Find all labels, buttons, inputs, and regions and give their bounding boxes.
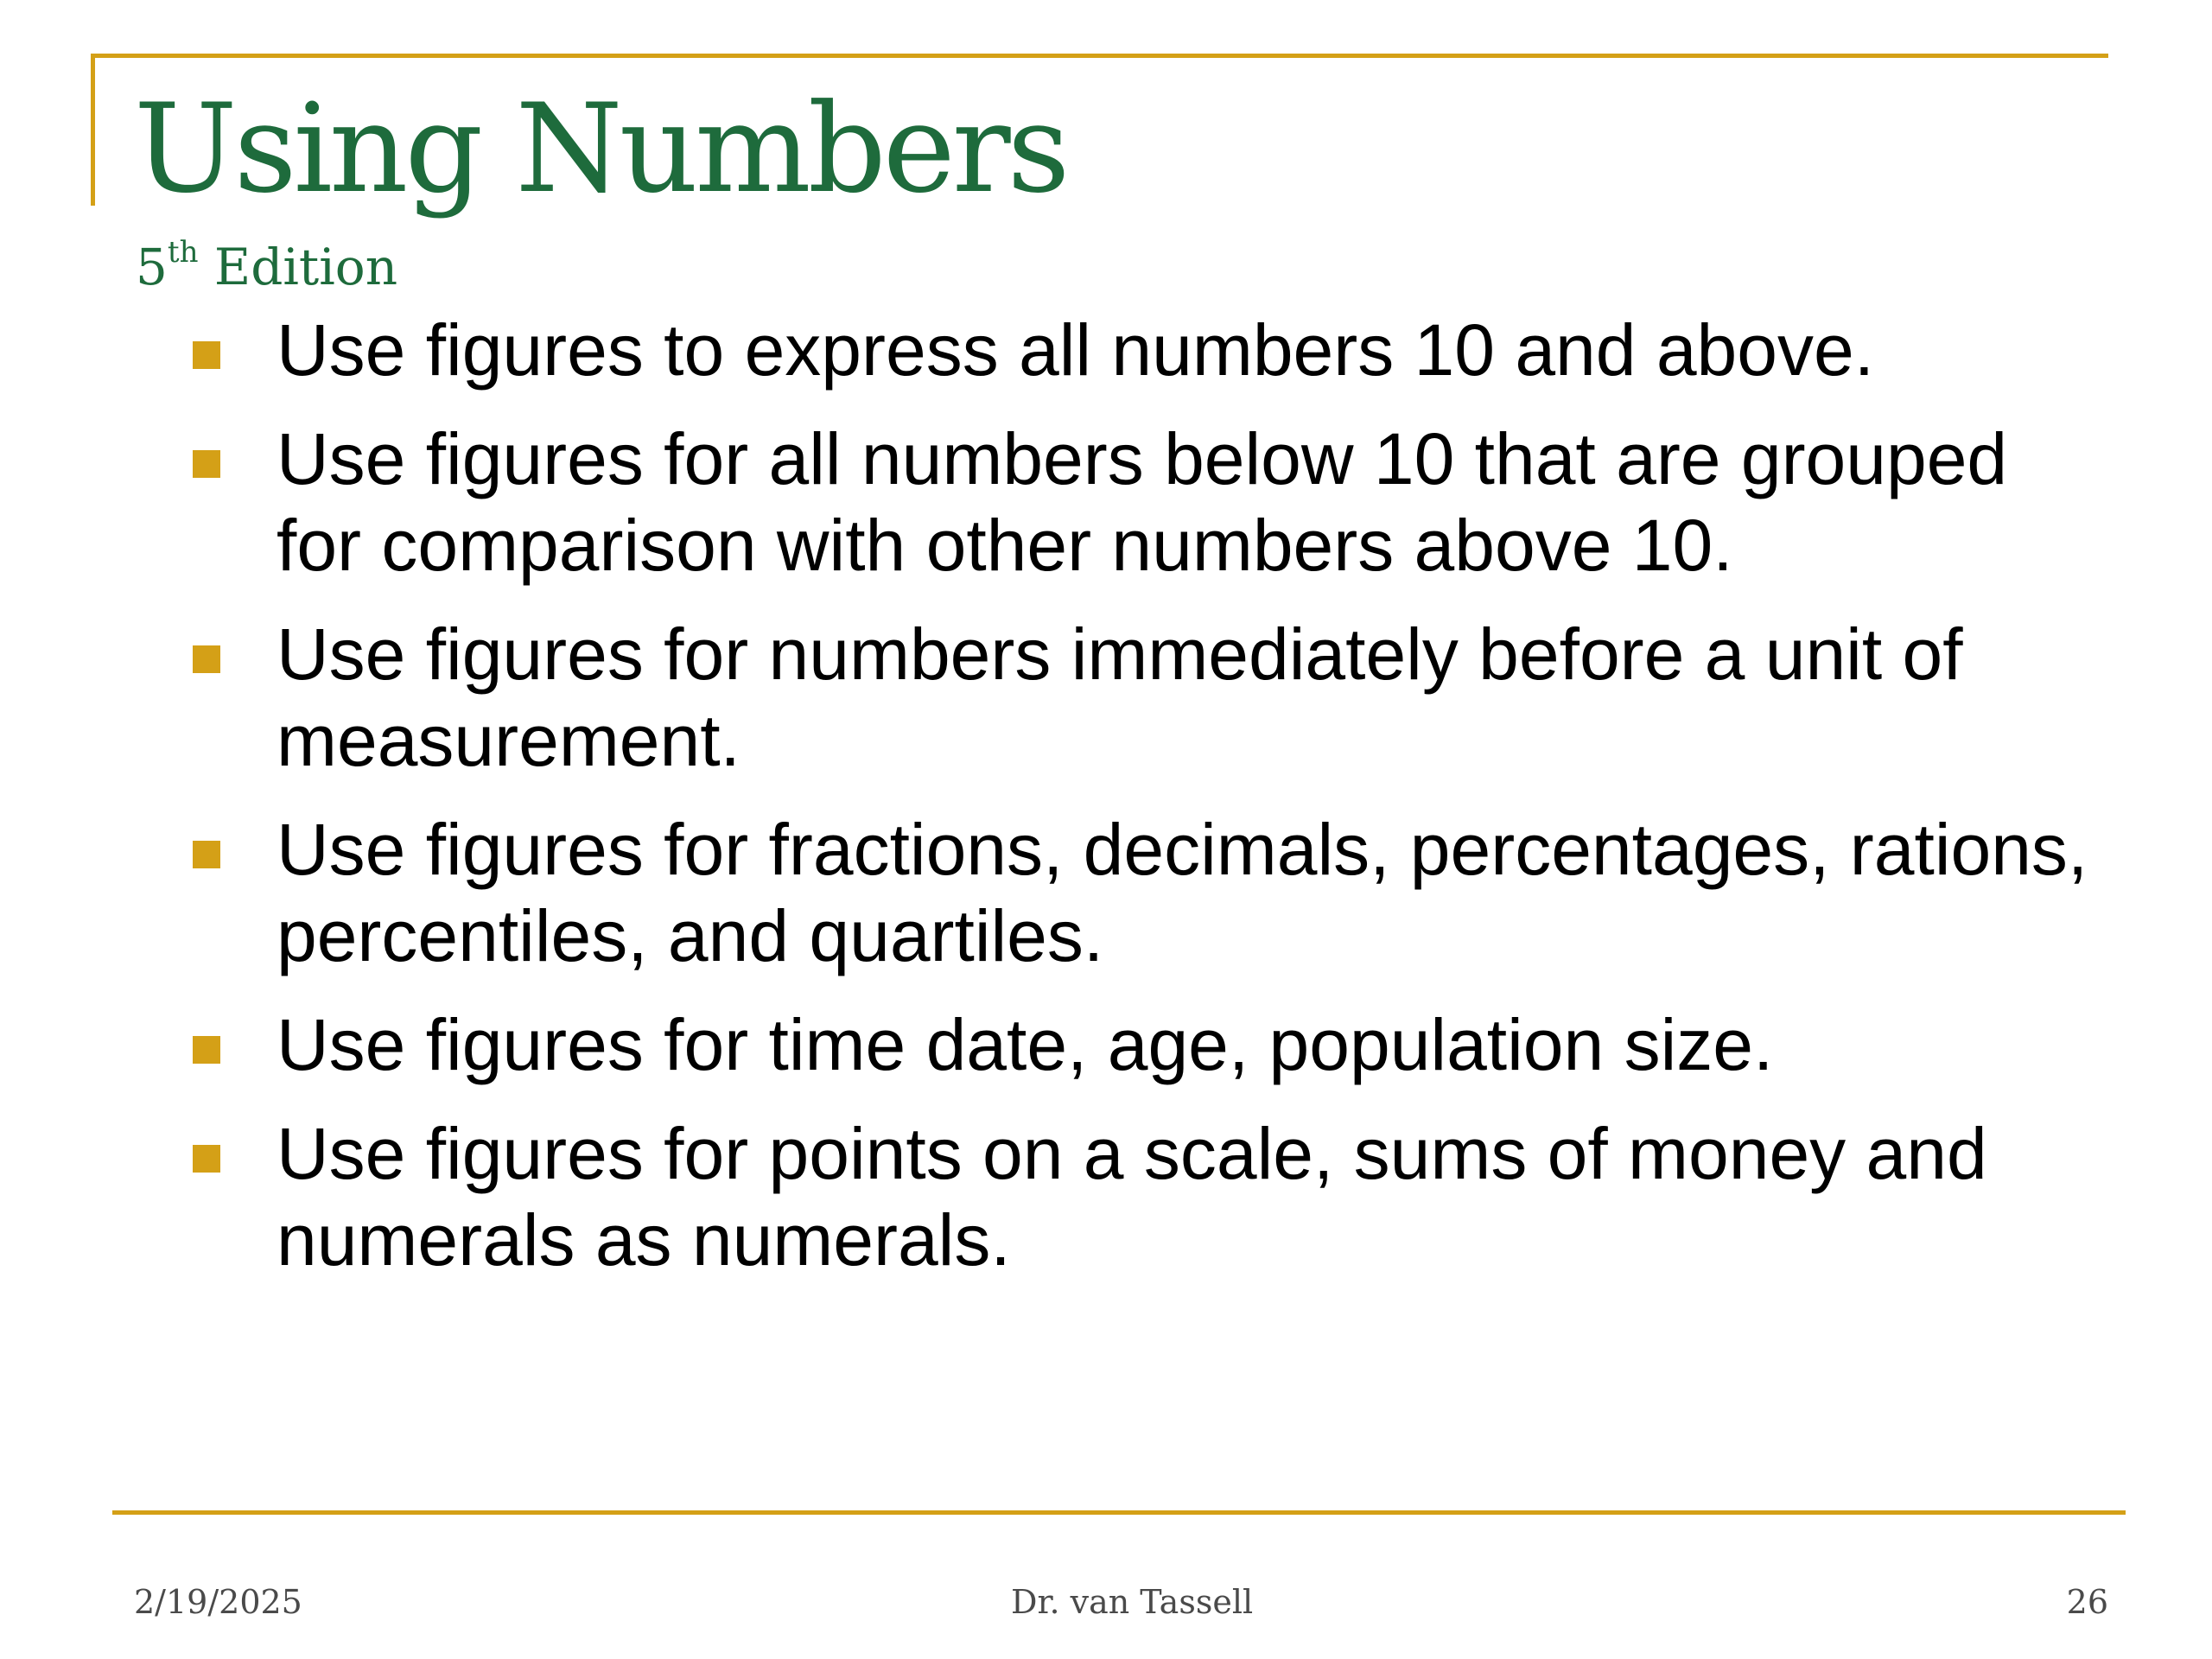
square-bullet-icon	[193, 645, 220, 673]
footer-author: Dr. van Tassell	[1011, 1583, 1254, 1621]
subtitle-rest: Edition	[198, 238, 398, 296]
bullet-text: Use figures for numbers immediately before a unit of measurement.	[276, 613, 1963, 781]
bullet-text: Use figures for time date, age, population size.	[276, 1004, 1774, 1085]
bullet-item	[190, 1001, 2108, 1088]
bullet-list	[190, 307, 2108, 1306]
bullet-item	[190, 611, 2108, 784]
square-bullet-icon	[193, 841, 220, 868]
bottom-rule	[112, 1510, 2126, 1515]
bullet-item	[190, 806, 2108, 979]
slide-title: Using Numbers	[134, 78, 1067, 220]
bullet-text: Use figures to express all numbers 10 and above.	[276, 309, 1875, 391]
bullet-item	[190, 416, 2108, 588]
bullet-text: Use figures for all numbers below 10 that are grouped for comparison with other numbers above 10.	[276, 418, 2008, 586]
bullet-item	[190, 307, 2108, 393]
square-bullet-icon	[193, 341, 220, 369]
slide-subtitle	[136, 234, 398, 296]
square-bullet-icon	[193, 1036, 220, 1064]
bullet-text: Use figures for fractions, decimals, percentages, rations, percentiles, and quartiles.	[276, 809, 2088, 976]
top-rule	[91, 54, 2108, 58]
square-bullet-icon	[193, 450, 220, 478]
footer-date: 2/19/2025	[134, 1583, 302, 1621]
square-bullet-icon	[193, 1145, 220, 1173]
bullet-item	[190, 1110, 2108, 1283]
subtitle-superscript: th	[167, 234, 199, 270]
left-rule	[91, 54, 95, 206]
page-number: 26	[2066, 1583, 2108, 1621]
bullet-text: Use figures for points on a scale, sums of money and numerals as numerals.	[276, 1113, 1987, 1281]
subtitle-number: 5	[136, 238, 168, 296]
